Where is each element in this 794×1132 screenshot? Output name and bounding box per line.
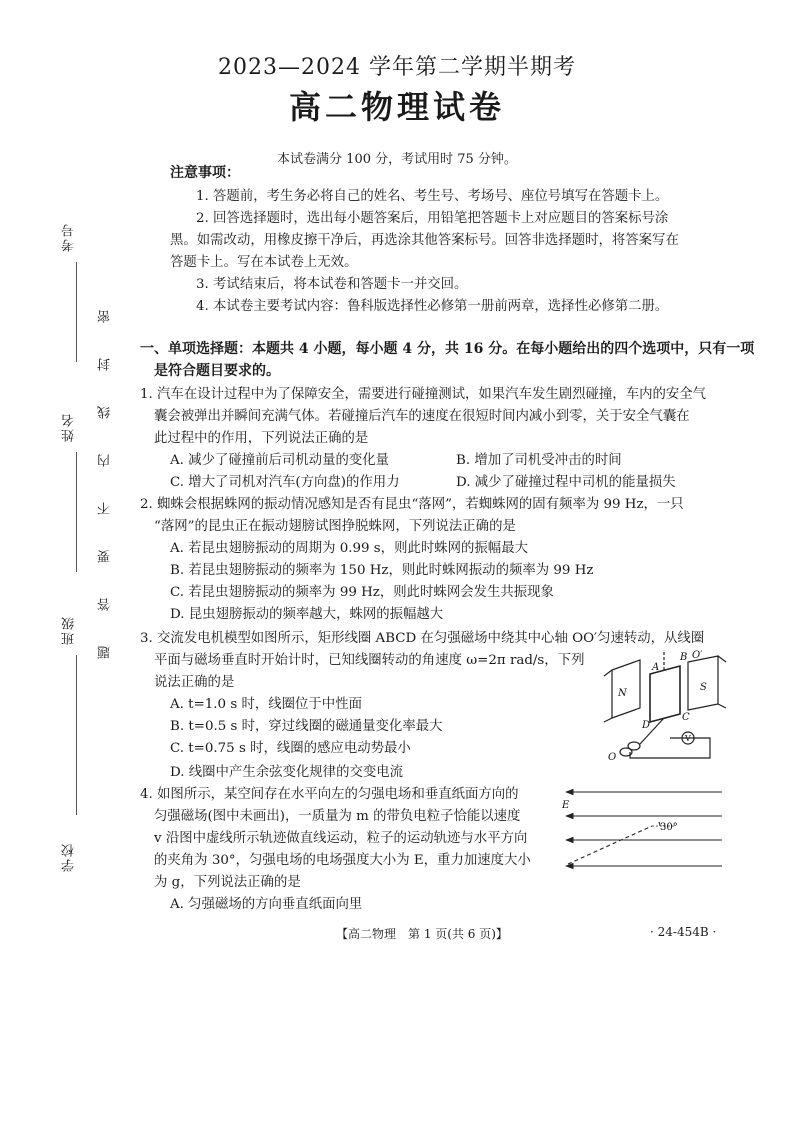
seal-char: 封: [98, 358, 113, 371]
xingming-label: 姓名: [62, 412, 77, 442]
label-v: V: [685, 734, 691, 743]
seal-char: 题: [98, 646, 113, 659]
q3-stem: 说法正确的是: [154, 675, 235, 690]
q4-option-a: A. 匀强磁场的方向垂直纸面向里: [170, 897, 363, 912]
particle-path: [568, 826, 652, 864]
xingming-line: [76, 452, 77, 572]
banji-line: [76, 655, 77, 815]
q3-option-c: C. t=0.75 s 时，线圈的感应电动势最小: [170, 741, 411, 756]
seal-char: 答: [98, 598, 113, 611]
notice-line: 1. 答题前，考生务必将自己的姓名、考生号、考场号、座位号填写在答题卡上。: [196, 189, 669, 204]
label-a: A: [652, 662, 660, 673]
footer-code: · 24-454B ·: [650, 925, 717, 939]
footer-page: 【高二物理 第 1 页(共 6 页)】: [336, 927, 508, 941]
kaohao-line: [76, 262, 77, 362]
q2-stem: “落网”的昆虫正在振动翅膀试图挣脱蛛网，下列说法正确的是: [154, 519, 516, 534]
label-c: C: [682, 712, 690, 723]
label-s: S: [700, 682, 707, 693]
xuexiao-label: 学校: [62, 842, 77, 872]
notice-line: 3. 考试结束后，将本试卷和答题卡一并交回。: [196, 277, 468, 292]
q1-stem: 1. 汽车在设计过程中为了保障安全，需要进行碰撞测试，如果汽车发生剧烈碰撞，车内的安全气: [140, 387, 707, 402]
q3-stem: 平面与磁场垂直时开始计时，已知线圈转动的角速度 ω=2π rad/s，下列: [154, 653, 585, 668]
notice-line: 2. 回答选择题时，选出每小题答案后，用铅笔把答题卡上对应题目的答案标号涂: [196, 211, 669, 226]
q3-option-d: D. 线圈中产生余弦变化规律的交变电流: [170, 765, 404, 780]
q1-option-a: A. 减少了碰撞前后司机动量的变化量: [170, 453, 390, 468]
q1-stem: 此过程中的作用，下列说法正确的是: [154, 431, 369, 446]
q2-stem: 2. 蜘蛛会根据蛛网的振动情况感知是否有昆虫“落网”，若蜘蛛网的固有频率为 99 Hz，一只: [140, 497, 684, 512]
seal-char: 线: [98, 406, 113, 419]
label-b: B: [680, 652, 688, 663]
q2-option-d: D. 昆虫翅膀振动的频率越大，蛛网的振幅越大: [170, 607, 444, 622]
section-heading: 是符合题目要求的。: [154, 363, 280, 379]
q4-stem: 匀强磁场(图中未画出)，一质量为 m 的带负电粒子恰能以速度: [154, 809, 521, 824]
seal-char: 不: [98, 502, 113, 515]
seal-char: 密: [98, 310, 113, 323]
banji-label: 班级: [62, 615, 77, 645]
q4-stem: 4. 如图所示，某空间存在水平向左的匀强电场和垂直纸面方向的: [140, 787, 519, 802]
generator-figure: [600, 648, 730, 760]
notice-line: 答题卡上。写在本试卷上无效。: [170, 255, 358, 270]
label-angle: 30°: [660, 822, 678, 833]
section-heading: 一、单项选择题：本题共 4 小题，每小题 4 分，共 16 分。在每小题给出的四个选项中，只有一项: [140, 341, 755, 357]
notice-line: 黑。如需改动，用橡皮擦干净后，再选涂其他答案标号。回答非选择题时，将答案写在: [170, 233, 679, 248]
q4-stem: 的夹角为 30°，匀强电场的电场强度大小为 E，重力加速度大小: [154, 853, 531, 868]
q2-option-c: C. 若昆虫翅膀振动的频率为 99 Hz，则此时蛛网会发生共振现象: [170, 585, 554, 600]
exam-term: 2023—2024 学年第二学期半期考: [218, 55, 576, 80]
q4-stem: v 沿图中虚线所示轨迹做直线运动，粒子的运动轨迹与水平方向: [154, 831, 528, 846]
q3-stem: 3. 交流发电机模型如图所示，矩形线圈 ABCD 在匀强磁场中绕其中心轴 OO′匀速转动，从线圈: [140, 631, 705, 646]
q1-option-c: C. 增大了司机对汽车(方向盘)的作用力: [170, 475, 400, 490]
q4-stem: 为 g，下列说法正确的是: [154, 875, 301, 890]
q3-option-a: A. t=1.0 s 时，线圈位于中性面: [170, 697, 362, 712]
q2-option-a: A. 若昆虫翅膀振动的周期为 0.99 s，则此时蛛网的振幅最大: [170, 541, 528, 556]
label-n: N: [618, 688, 627, 699]
label-o: O: [608, 752, 617, 760]
q2-option-b: B. 若昆虫翅膀振动的频率为 150 Hz，则此时蛛网振动的频率为 99 Hz: [170, 563, 594, 578]
field-figure: [556, 786, 724, 882]
q1-stem: 囊会被弹出并瞬间充满气体。若碰撞后汽车的速度在很短时间内减小到零，关于安全气囊在: [154, 409, 690, 424]
label-d: D: [642, 720, 651, 731]
q3-option-b: B. t=0.5 s 时，穿过线圈的磁通量变化率最大: [170, 719, 443, 734]
notice-line: 4. 本试卷主要考试内容：鲁科版选择性必修第一册前两章，选择性必修第二册。: [196, 299, 669, 314]
exam-note: 本试卷满分 100 分，考试用时 75 分钟。: [277, 152, 517, 167]
coil-abcd: [650, 666, 680, 722]
label-o-prime: O′: [692, 650, 703, 661]
seal-char: 内: [98, 454, 113, 467]
notice-heading: 注意事项：: [170, 165, 240, 181]
q1-option-d: D. 减少了碰撞过程中司机的能量损失: [456, 475, 676, 490]
label-e: E: [562, 800, 570, 811]
q1-option-b: B. 增加了司机受冲击的时间: [456, 453, 622, 468]
seal-char: 要: [98, 550, 113, 563]
kaohao-label: 考号: [62, 222, 77, 252]
exam-title: 高二物理试卷: [288, 88, 505, 126]
